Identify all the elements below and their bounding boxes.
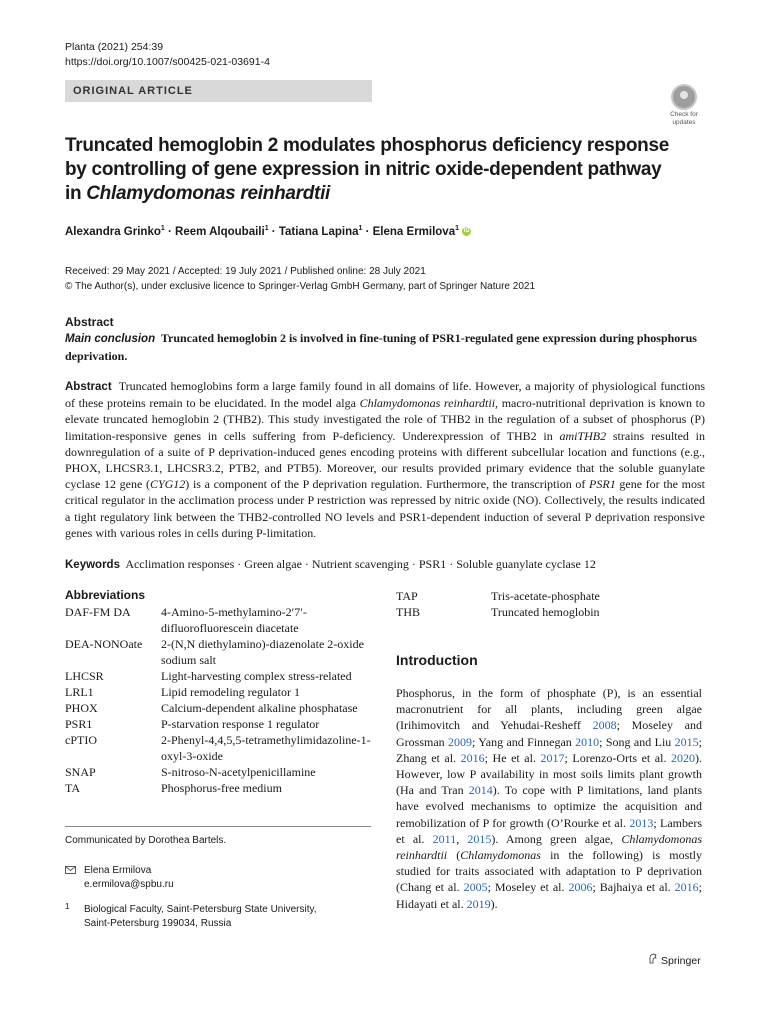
- intro-text: ; Yang and Finnegan: [472, 734, 576, 749]
- keywords-label: Keywords: [65, 559, 120, 571]
- abbreviations-heading: Abbreviations: [65, 588, 146, 602]
- abbr-term: cPTIO: [65, 733, 97, 747]
- author-affil: 1: [264, 225, 269, 232]
- abbr-definition: Calcium-dependent alkaline phosphatase: [161, 701, 358, 715]
- citation-link[interactable]: 2010: [575, 734, 600, 749]
- orcid-icon[interactable]: iD: [463, 228, 470, 235]
- abbr-definition: P-starvation response 1 regulator: [161, 717, 320, 731]
- dates-line: Received: 29 May 2021 / Accepted: 19 July 2021 / Published online: 28 July 2021: [65, 266, 426, 277]
- abstract-heading: Abstract: [65, 315, 114, 329]
- abstract-text: gene for the most critical regulator in the acclimation process under P restriction was repressed by nitric oxide (NO). Collectively, the results indicated a tight regulatory link between the THB2-controlled NO levels and PSR1-dependent induction of several P deprivation responsive genes with various roles in cells during P-limitation.: [65, 477, 705, 540]
- check-for-updates-badge[interactable]: [664, 84, 704, 124]
- abbr-term: THB: [396, 605, 420, 619]
- keywords-text: Acclimation responses · Green algae · Nutrient scavenging · PSR1 · Soluble guanylate cyclase 12: [125, 557, 596, 571]
- citation-link[interactable]: 2016: [460, 750, 485, 765]
- intro-text: ). Among green algae,: [491, 831, 622, 846]
- intro-text: in the following) is mostly studied for traits associated with adaptation to P deprivation (Chang et al.: [396, 848, 702, 895]
- abstract-text: , macro-nutritional deprivation is known to elevate truncated hemoglobin 2 (THB2). This study investigated the role of THB2 in the regulation of a subset of phosphorus (P) limitation-responsive genes in cells suffering from P-deficiency. Underexpression of THB2 in: [65, 396, 706, 443]
- abstract-text: strains resulted in downregulation of a suite of P deprivation-induced genes encoding proteins with different subcellular location and functions (e.g., PHOX, LHCSR3.1, LHCSR3.2, PTB2, and PTB5). Moreover, our results provided primary evidence that the soluble guanylate cyclase 12 gene (: [65, 428, 706, 492]
- abbr-term: LHCSR: [65, 669, 104, 683]
- introduction-body: [396, 685, 702, 912]
- author-separator: ·: [164, 225, 176, 238]
- abbreviations-table-left: [65, 604, 376, 796]
- abstract-body: [65, 378, 705, 541]
- intro-text: ; He et al.: [484, 750, 541, 765]
- envelope-icon: [65, 866, 76, 877]
- journal-citation: Planta (2021) 254:39: [65, 41, 164, 53]
- intro-text: ).: [490, 896, 498, 911]
- abbr-row: [396, 604, 600, 620]
- crossmark-label-1: Check for: [670, 111, 698, 118]
- abbr-definition: Lipid remodeling regulator 1: [161, 685, 300, 699]
- abstract-text: Truncated hemoglobins form a large family found in all domains of life. However, a majority of physiological functions of these proteins remain to be elucidated. In the model alga: [65, 379, 705, 411]
- doi-link[interactable]: https://doi.org/10.1007/s00425-021-03691-4: [65, 56, 270, 68]
- intro-text: ; Hidayati et al.: [396, 880, 702, 911]
- affiliation: [84, 903, 364, 931]
- abstract-gene: PSR1: [589, 477, 616, 492]
- footnote-divider: [65, 826, 371, 827]
- abbr-row: [65, 716, 376, 732]
- abbr-term: PHOX: [65, 701, 98, 715]
- citation-link[interactable]: 2013: [629, 815, 654, 830]
- abstract-text: ) is a component of the P deprivation regulation. Furthermore, the transcription of: [185, 477, 590, 492]
- main-conclusion-label: Main conclusion: [65, 333, 156, 345]
- author-affil: 1: [455, 225, 460, 232]
- corresponding-name: Elena Ermilova: [84, 865, 152, 876]
- citation-link[interactable]: 2016: [674, 880, 699, 895]
- abbr-term: SNAP: [65, 765, 96, 779]
- corresponding-email[interactable]: e.ermilova@spbu.ru: [84, 879, 174, 890]
- intro-text: Phosphorus, in the form of phosphate (P), is an essential macronutrient for all plants, including green algae (Irihimovitch and Yehudai-Resheff: [396, 686, 702, 733]
- abbr-row: [65, 636, 376, 668]
- citation-link[interactable]: 2009: [448, 734, 473, 749]
- article-title: [65, 134, 705, 206]
- title-species: Chlamydomonas reinhardtii: [86, 183, 331, 204]
- abstract-label: Abstract: [65, 381, 112, 393]
- intro-text: ; Moseley et al.: [487, 880, 569, 895]
- author-name[interactable]: Alexandra Grinko: [65, 225, 161, 238]
- abbr-row: [65, 668, 376, 684]
- abbr-term: DAF-FM DA: [65, 605, 131, 619]
- abbr-definition: Tris-acetate-phosphate: [491, 589, 600, 603]
- abbr-definition: Phosphorus-free medium: [161, 781, 282, 795]
- crossmark-icon: [671, 84, 697, 110]
- abbr-row: [65, 732, 376, 764]
- abbr-definition: 2-Phenyl-4,4,5,5-tetramethylimidazoline-1-oxyl-3-oxide: [161, 733, 371, 763]
- publisher-footer: [648, 953, 701, 967]
- keywords: [65, 556, 596, 573]
- abbr-definition: Truncated hemoglobin: [491, 605, 600, 619]
- communicated-by: Communicated by Dorothea Bartels.: [65, 835, 227, 846]
- crossmark-label-2: updates: [672, 119, 696, 126]
- main-conclusion: [65, 330, 705, 365]
- citation-link[interactable]: 2006: [568, 880, 593, 895]
- intro-text: ). To cope with P limitations, land plants have evolved mechanisms to optimize the acquisition and remobilization of P for growth (O’Rourke et al.: [396, 783, 703, 830]
- citation-link[interactable]: 2015: [467, 831, 492, 846]
- abstract-gene: CYG12: [149, 477, 186, 492]
- publisher-name: Springer: [661, 955, 701, 967]
- abbr-definition: 4-Amino-5-methylamino-2′7′-difluorofluorescein diacetate: [161, 605, 307, 635]
- title-prefix: in: [65, 183, 87, 204]
- intro-text: ,: [456, 831, 468, 846]
- springer-horse-icon: [648, 953, 658, 967]
- abstract-species: Chlamydomonas reinhardtii: [359, 396, 496, 411]
- affiliation-number: 1: [65, 902, 70, 911]
- abbr-term: DEA-NONOate: [65, 637, 143, 651]
- main-conclusion-text: Truncated hemoglobin 2 is involved in fine-tuning of PSR1-regulated gene expression during phosphorus deprivation.: [65, 331, 697, 363]
- title-line-2: by controlling of gene expression in nitric oxide-dependent pathway: [65, 159, 662, 180]
- author-list: [65, 225, 471, 238]
- abbr-row: [396, 588, 600, 604]
- intro-text: ; Song and Liu: [599, 734, 675, 749]
- author-separator: ·: [362, 225, 373, 238]
- corresponding-author: [84, 864, 174, 892]
- intro-species: Chlamydomonas: [460, 848, 541, 863]
- abbr-definition: Light-harvesting complex stress-related: [161, 669, 352, 683]
- affiliation-line: Biological Faculty, Saint-Petersburg State University,: [84, 904, 317, 915]
- author-name[interactable]: Tatiana Lapina: [278, 225, 359, 238]
- copyright-line: © The Author(s), under exclusive licence to Springer-Verlag GmbH Germany, part of Springer Nature 2021: [65, 281, 535, 292]
- abbr-term: LRL1: [65, 685, 94, 699]
- citation-link[interactable]: 2019: [466, 896, 491, 911]
- journal-header: [65, 40, 270, 70]
- author-affil: 1: [358, 225, 363, 232]
- title-line-3: [65, 182, 705, 206]
- citation-link[interactable]: 2011: [432, 831, 457, 846]
- abbr-definition: 2-(N,N diethylamino)-diazenolate 2-oxide sodium salt: [161, 637, 364, 667]
- citation-link[interactable]: 2017: [540, 750, 565, 765]
- abbr-row: [65, 700, 376, 716]
- intro-text: ). However, low P availability in most soils limits plant growth (Ha and Tran: [396, 750, 702, 798]
- intro-species: Chlamydomonas reinhardtii: [396, 831, 703, 863]
- citation-link[interactable]: 2008: [592, 718, 617, 733]
- title-line-1: Truncated hemoglobin 2 modulates phosphorus deficiency response: [65, 135, 669, 156]
- publication-dates: [65, 264, 535, 294]
- abbr-row: [65, 684, 376, 700]
- author-separator: ·: [268, 225, 279, 238]
- abbr-row: [65, 764, 376, 780]
- abbreviations-table-right: [396, 588, 600, 620]
- abbr-term: TAP: [396, 589, 418, 603]
- abstract-strain: amiTHB2: [559, 428, 607, 443]
- citation-link[interactable]: 2005: [463, 880, 488, 895]
- intro-text: ; Lorenzo-Orts et al.: [564, 750, 671, 765]
- abbr-definition: S-nitroso-N-acetylpenicillamine: [161, 765, 316, 779]
- citation-link[interactable]: 2020: [671, 750, 695, 765]
- intro-text: ; Moseley and Grossman: [396, 718, 702, 749]
- intro-text: (: [447, 848, 461, 863]
- abbr-term: TA: [65, 781, 81, 795]
- author-name[interactable]: Elena Ermilova: [372, 225, 456, 238]
- citation-link[interactable]: 2015: [674, 734, 699, 749]
- article-type: ORIGINAL ARTICLE: [73, 85, 193, 97]
- author-name[interactable]: Reem Alqoubaili: [175, 225, 265, 238]
- abbr-row: [65, 604, 376, 636]
- author-affil: 1: [160, 225, 165, 232]
- introduction-heading: Introduction: [396, 652, 478, 668]
- intro-text: ; Bajhaiya et al.: [592, 880, 675, 895]
- article-type-banner: [65, 80, 372, 102]
- affiliation-line: Saint-Petersburg 199034, Russia: [84, 918, 232, 929]
- intro-text: ; Zhang et al.: [396, 734, 702, 765]
- abbr-term: PSR1: [65, 717, 93, 731]
- intro-text: ; Lambers et al.: [396, 815, 702, 846]
- citation-link[interactable]: 2014: [468, 783, 493, 798]
- abbr-row: [65, 780, 376, 796]
